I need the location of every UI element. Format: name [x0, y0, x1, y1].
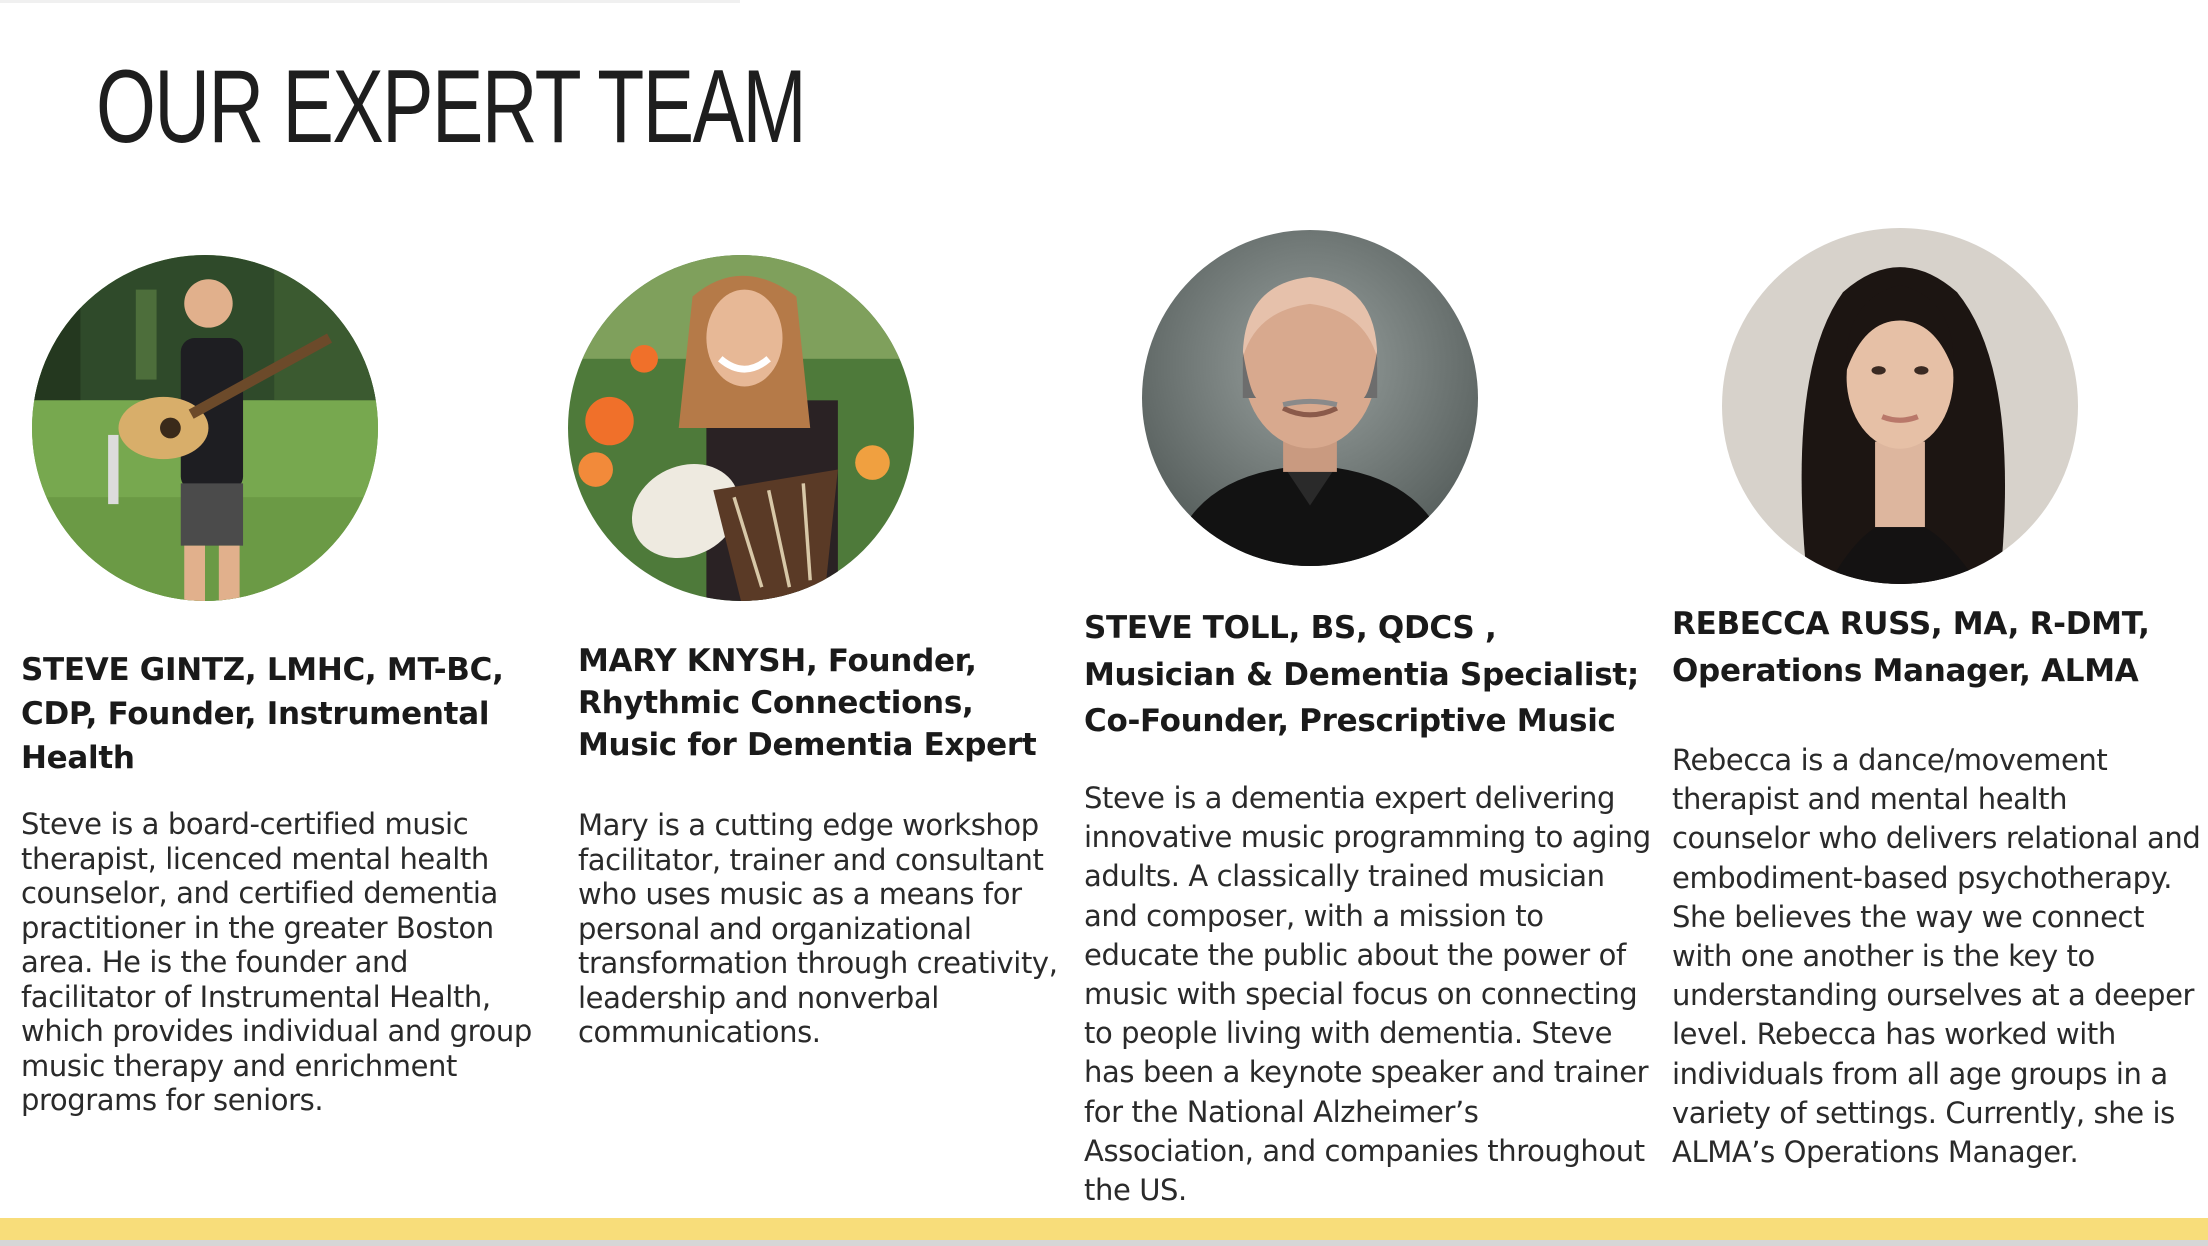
member-bio-steve-gintz: Steve is a board-certified music therapist, licenced mental health counselor, and certified dementia practitioner in the greater Boston area. He is the founder and facilitator of Instrumental Health, which provides individual and group music therapy and enrichment programs for seniors. — [21, 807, 532, 1117]
member-photo-rebecca-russ — [1722, 228, 2078, 584]
member-bio-steve-toll: Steve is a dementia expert delivering innovative music programming to aging adults. A classically trained musician and composer, with a mission to educate the public about the power of music with special focus on connecting to people living with dementia. Steve has been a keynote speaker and trainer for the National Alzheimer’s Association, and companies throughout the US. — [1084, 781, 1651, 1208]
bottom-edge — [0, 1240, 2208, 1246]
top-hairline — [0, 0, 740, 3]
member-name-steve-toll: STEVE TOLL, BS, QDCS , Musician & Dementia Specialist; Co-Founder, Prescriptive Music — [1084, 610, 1639, 739]
member-name-mary-knysh: MARY KNYSH, Founder, Rhythmic Connections, Music for Dementia Expert — [578, 643, 1037, 763]
member-photo-mary-knysh — [568, 255, 914, 601]
member-name-steve-gintz: STEVE GINTZ, LMHC, MT-BC, CDP, Founder, Instrumental Health — [21, 652, 504, 776]
member-photo-steve-gintz — [32, 255, 378, 601]
accent-band — [0, 1218, 2208, 1240]
slide-title: OUR EXPERT TEAM — [96, 49, 806, 165]
member-name-rebecca-russ: REBECCA RUSS, MA, R-DMT, Operations Manager, ALMA — [1672, 606, 2150, 689]
member-bio-mary-knysh: Mary is a cutting edge workshop facilitator, trainer and consultant who uses music as a means for personal and organizational transformation through creativity, leadership and nonverbal communications. — [578, 808, 1058, 1049]
member-bio-rebecca-russ: Rebecca is a dance/movement therapist and mental health counselor who delivers relational and embodiment-based psychotherapy. She believes the way we connect with one another is the key to understanding ourselves at a deeper level. Rebecca has worked with individuals from all age groups in a variety of settings. Currently, she is ALMA’s Operations Manager. — [1672, 743, 2201, 1170]
member-photo-steve-toll — [1142, 230, 1478, 566]
